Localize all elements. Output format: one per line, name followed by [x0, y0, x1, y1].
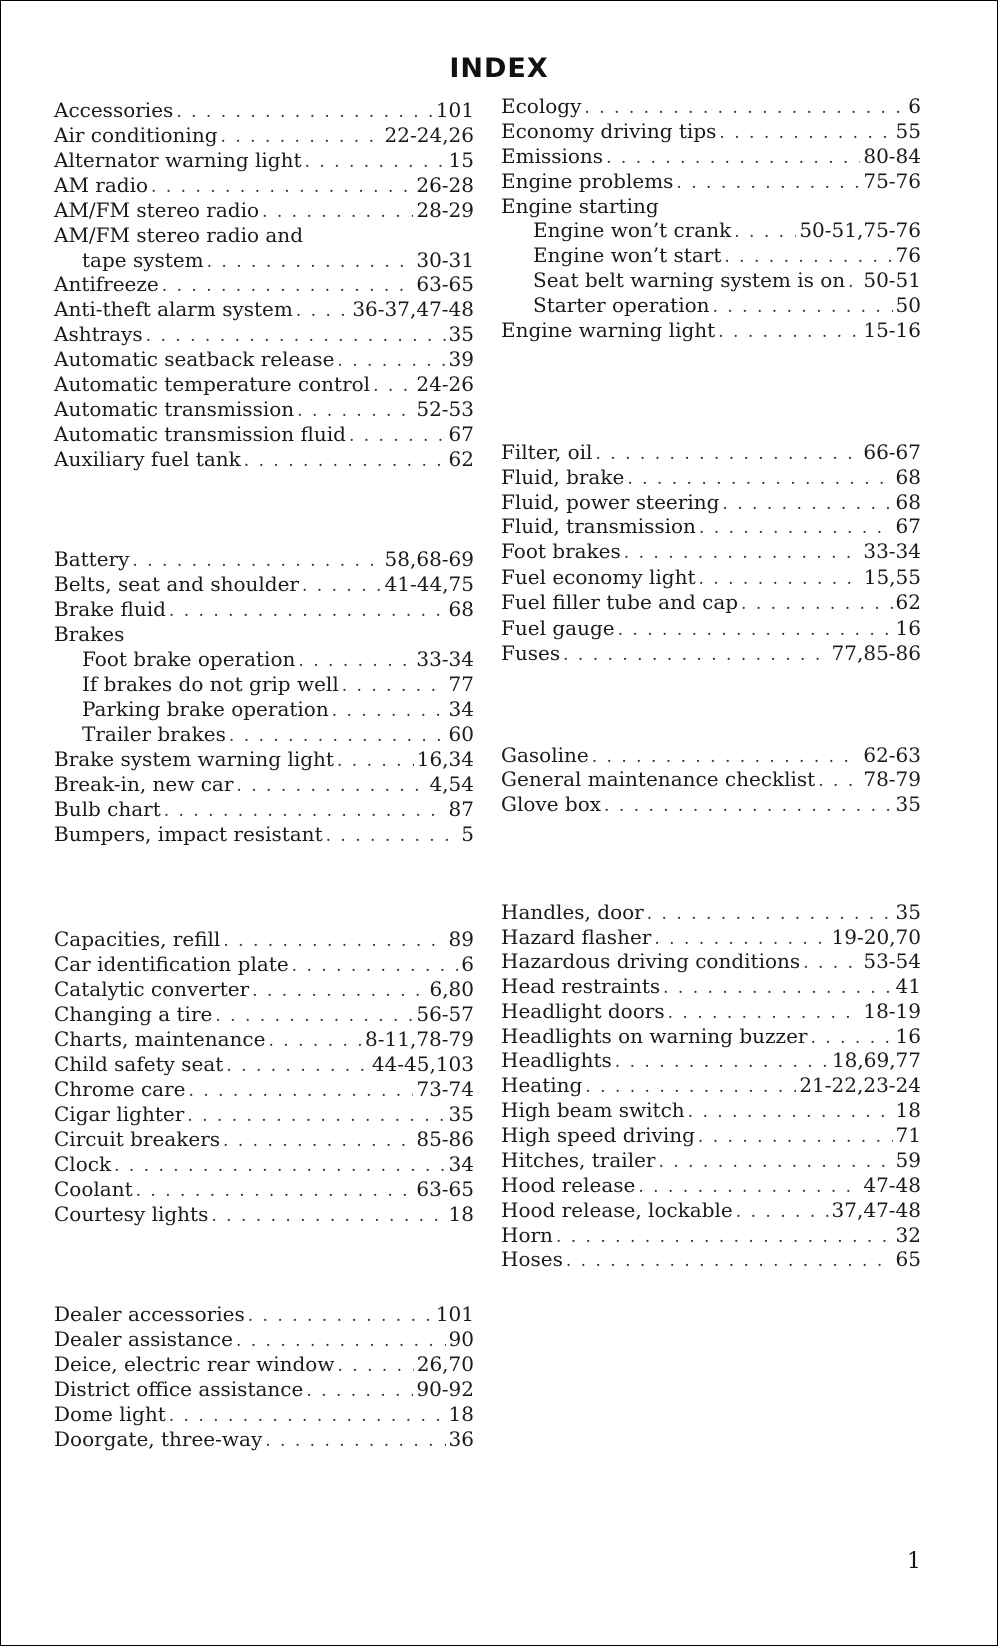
index-entry: [501, 791, 921, 817]
index-entry-label: High beam switch: [501, 1098, 685, 1122]
index-entry-label: Automatic transmission fluid: [54, 422, 346, 446]
dot-leader: [566, 1248, 893, 1274]
index-entry-pages: 55: [895, 119, 921, 143]
index-entry-label: AM radio: [54, 173, 149, 197]
index-entry-label: Filter, oil: [501, 440, 593, 464]
index-entry-pages: 75-76: [863, 169, 921, 193]
index-entry-pages: 39: [448, 347, 474, 371]
index-entry: [501, 538, 921, 564]
index-entry-pages: 34: [448, 1152, 474, 1176]
index-entry: [54, 796, 474, 822]
index-entry-label: AM/FM stereo radio: [54, 198, 260, 222]
index-entry: [501, 615, 921, 641]
index-entry: [54, 1426, 474, 1452]
index-entry: [501, 948, 921, 974]
index-entry: [501, 1072, 921, 1098]
index-entry: [54, 596, 474, 622]
index-entry-label: Auxiliary fuel tank: [54, 447, 241, 471]
index-entry: [54, 147, 474, 173]
dot-leader: [741, 591, 893, 617]
index-entry-label: Engine problems: [501, 169, 674, 193]
index-entry-label: Deice, electric rear window: [54, 1352, 335, 1376]
index-entry-pages: 26,70: [416, 1352, 474, 1376]
index-entry-label: Seat belt warning system is on: [533, 268, 846, 292]
index-entry: [54, 1376, 474, 1402]
index-entry-label: Starter operation: [533, 293, 710, 317]
index-entry-label: Ashtrays: [54, 322, 143, 346]
index-entry: [54, 1326, 474, 1352]
dot-leader: [563, 642, 828, 668]
index-entry: [54, 122, 474, 148]
index-entry-label: Engine won’t crank: [533, 218, 732, 242]
index-entry-label: Changing a tire: [54, 1002, 213, 1026]
index-entry-pages: 37,47-48: [831, 1198, 921, 1222]
index-entry-label: Fluid, transmission: [501, 514, 696, 538]
index-entry-pages: 16: [895, 1024, 921, 1048]
index-entry-label: Automatic transmission: [54, 397, 295, 421]
index-entry-pages: 35: [895, 900, 921, 924]
index-entry-label: Hazard flasher: [501, 925, 652, 949]
index-entry: [501, 1122, 921, 1148]
index-entry-label: Fuses: [501, 641, 561, 665]
index-entry-label: Bulb chart: [54, 797, 161, 821]
index-entry: [501, 640, 921, 666]
index-entry: [54, 197, 474, 223]
index-entry-pages: 50-51,75-76: [799, 218, 921, 242]
index-entry: [501, 998, 921, 1024]
index-entry-pages: 15,55: [863, 565, 921, 589]
index-entry: [54, 1401, 474, 1427]
index-entry: [54, 926, 474, 952]
index-entry: [54, 1026, 474, 1052]
index-entry-pages: 87: [448, 797, 474, 821]
index-entry: [54, 746, 474, 772]
index-entry-label: Hood release: [501, 1173, 636, 1197]
index-entry-label: Engine warning light: [501, 318, 716, 342]
index-entry-label: Head restraints: [501, 974, 661, 998]
index-entry-pages: 16: [895, 616, 921, 640]
index-entry-label: Horn: [501, 1223, 553, 1247]
index-entry: [501, 317, 921, 343]
index-entry: [54, 446, 474, 472]
index-entry-label: Engine won’t start: [533, 243, 722, 267]
index-entry-pages: 62: [448, 447, 474, 471]
index-entry-pages: 18: [448, 1402, 474, 1426]
index-entry-pages: 18: [448, 1202, 474, 1226]
index-entry-label: Fuel filler tube and cap: [501, 590, 739, 614]
index-entry: [54, 296, 474, 322]
index-entry-pages: 60: [448, 722, 474, 746]
index-entry-pages: 66-67: [863, 440, 921, 464]
index-entry-label: Parking brake operation: [82, 697, 329, 721]
index-entry: [54, 371, 474, 397]
index-entry-label: General maintenance checklist: [501, 767, 816, 791]
index-entry-pages: 63-65: [416, 272, 474, 296]
index-entry: [54, 546, 474, 572]
index-entry-label: Fluid, power steering: [501, 490, 720, 514]
index-entry: [501, 193, 921, 219]
index-entry: [501, 1147, 921, 1173]
index-entry-pages: 5: [461, 822, 474, 846]
index-entry-pages: 33-34: [416, 647, 474, 671]
index-entry-pages: 68: [448, 597, 474, 621]
index-entry: [501, 742, 921, 768]
index-entry-label: Alternator warning light: [54, 148, 302, 172]
index-entry-pages: 59: [895, 1148, 921, 1172]
index-entry: [54, 321, 474, 347]
index-entry-pages: 8-11,78-79: [365, 1027, 474, 1051]
index-entry: [54, 1076, 474, 1102]
index-entry: [54, 271, 474, 297]
index-entry: [501, 489, 921, 515]
index-entry: [54, 696, 474, 722]
index-entry-pages: 35: [895, 792, 921, 816]
index-entry-label: Brake system warning light: [54, 747, 334, 771]
index-entry: [54, 1201, 474, 1227]
dot-leader: [624, 540, 861, 566]
index-entry-label: Glove box: [501, 792, 602, 816]
index-entry-label: Dealer accessories: [54, 1302, 245, 1326]
index-entry-pages: 19-20,70: [831, 925, 921, 949]
index-entry-label: Brake fluid: [54, 597, 166, 621]
index-entry: [501, 93, 921, 119]
index-entry: [54, 247, 474, 273]
index-entry: [54, 396, 474, 422]
page-number: 1: [907, 1549, 921, 1574]
index-entry-pages: 63-65: [416, 1177, 474, 1201]
index-entry-pages: 90-92: [416, 1377, 474, 1401]
index-entry-label: Dome light: [54, 1402, 166, 1426]
index-entry: [54, 721, 474, 747]
index-entry: [501, 292, 921, 318]
index-entry-pages: 22-24,26: [384, 123, 474, 147]
index-entry: [54, 671, 474, 697]
index-entry: [54, 222, 474, 248]
dot-leader: [326, 823, 459, 849]
index-entry-label: Handles, door: [501, 900, 644, 924]
index-entry-label: Automatic temperature control: [54, 372, 371, 396]
index-entry-label: Air conditioning: [54, 123, 218, 147]
index-entry-pages: 62: [895, 590, 921, 614]
index-entry-pages: 30-31: [416, 248, 474, 272]
index-entry-pages: 4,54: [429, 772, 474, 796]
index-entry-label: Ecology: [501, 94, 582, 118]
index-entry-pages: 36-37,47-48: [352, 297, 474, 321]
index-entry-label: Hood release, lockable: [501, 1198, 733, 1222]
index-entry-pages: 35: [448, 322, 474, 346]
index-entry-pages: 16,34: [416, 747, 474, 771]
index-entry: [54, 646, 474, 672]
index-entry: [54, 976, 474, 1002]
index-entry: [501, 217, 921, 243]
index-entry-pages: 65: [895, 1247, 921, 1271]
index-entry-label: Headlight doors: [501, 999, 665, 1023]
index-entry: [54, 1151, 474, 1177]
index-entry-label: Capacities, refill: [54, 927, 221, 951]
index-entry-pages: 53-54: [863, 949, 921, 973]
index-entry-pages: 33-34: [863, 539, 921, 563]
index-entry: [54, 771, 474, 797]
index-entry-label: Fuel gauge: [501, 616, 615, 640]
index-entry-pages: 32: [895, 1223, 921, 1247]
index-entry: [501, 564, 921, 590]
dot-leader: [244, 448, 446, 474]
index-entry-pages: 36: [448, 1427, 474, 1451]
index-entry: [501, 1172, 921, 1198]
index-entry-pages: 77,85-86: [831, 641, 921, 665]
index-entry-label: Fluid, brake: [501, 465, 625, 489]
index-entry: [54, 1301, 474, 1327]
index-entry-pages: 44-45,103: [371, 1052, 474, 1076]
index-entry-label: Cigar lighter: [54, 1102, 185, 1126]
index-entry-label: If brakes do not grip well: [82, 672, 339, 696]
index-entry-pages: 50-51: [863, 268, 921, 292]
index-entry: [501, 439, 921, 465]
index-entry-pages: 85-86: [416, 1127, 474, 1151]
index-entry-label: Emissions: [501, 144, 604, 168]
index-entry: [54, 346, 474, 372]
index-entry-label: Coolant: [54, 1177, 133, 1201]
index-entry-pages: 67: [448, 422, 474, 446]
index-entry: [501, 1097, 921, 1123]
index-entry-pages: 58,68-69: [384, 547, 474, 571]
index-entry-label: Gasoline: [501, 743, 589, 767]
index-entry-pages: 71: [895, 1123, 921, 1147]
index-entry: [54, 1176, 474, 1202]
index-entry: [54, 951, 474, 977]
index-entry: [501, 766, 921, 792]
index-entry: [501, 589, 921, 615]
index-entry-label: District office assistance: [54, 1377, 304, 1401]
index-entry-label: Circuit breakers: [54, 1127, 221, 1151]
index-entry-pages: 73-74: [416, 1077, 474, 1101]
index-entry-pages: 56-57: [416, 1002, 474, 1026]
index-entry-pages: 52-53: [416, 397, 474, 421]
index-entry-pages: 62-63: [863, 743, 921, 767]
dot-leader: [718, 319, 860, 345]
index-entry-label: Belts, seat and shoulder: [54, 572, 299, 596]
index-entry-pages: 18,69,77: [831, 1048, 921, 1072]
index-entry-pages: 77: [448, 672, 474, 696]
index-entry-pages: 41-44,75: [384, 572, 474, 596]
index-entry: [501, 899, 921, 925]
index-entry-label: Hoses: [501, 1247, 563, 1271]
index-entry-label: Headlights on warning buzzer: [501, 1024, 808, 1048]
index-entry-label: Anti-theft alarm system: [54, 297, 293, 321]
index-entry: [54, 571, 474, 597]
index-entry-label: Battery: [54, 547, 130, 571]
index-entry-label: Engine starting: [501, 194, 659, 218]
index-entry-label: Dealer assistance: [54, 1327, 233, 1351]
index-entry-label: Headlights: [501, 1048, 612, 1072]
index-entry-label: Foot brake operation: [82, 647, 296, 671]
index-entry-label: Brakes: [54, 622, 125, 646]
index-entry-pages: 6,80: [429, 977, 474, 1001]
index-entry-pages: 26-28: [416, 173, 474, 197]
index-entry: [54, 172, 474, 198]
index-entry-pages: 101: [435, 1302, 474, 1326]
index-entry: [501, 1197, 921, 1223]
index-entry: [501, 118, 921, 144]
index-entry-label: Economy driving tips: [501, 119, 717, 143]
index-entry-pages: 34: [448, 697, 474, 721]
index-entry-pages: 24-26: [416, 372, 474, 396]
index-entry-label: Accessories: [54, 98, 174, 122]
index-entry: [54, 97, 474, 123]
index-entry-label: Hitches, trailer: [501, 1148, 656, 1172]
index-entry-pages: 89: [448, 927, 474, 951]
index-entry-label: AM/FM stereo radio and: [54, 223, 303, 247]
index-entry-label: Fuel economy light: [501, 565, 696, 589]
index-entry-pages: 18-19: [863, 999, 921, 1023]
index-entry: [54, 1126, 474, 1152]
index-entry: [54, 1101, 474, 1127]
index-entry-label: Chrome care: [54, 1077, 186, 1101]
index-entry: [501, 1047, 921, 1073]
index-entry: [501, 513, 921, 539]
index-entry-label: Car identification plate: [54, 952, 289, 976]
index-entry: [54, 821, 474, 847]
index-entry: [501, 1246, 921, 1272]
index-entry-pages: 68: [895, 465, 921, 489]
index-entry-label: Courtesy lights: [54, 1202, 209, 1226]
index-entry-label: Charts, maintenance: [54, 1027, 266, 1051]
index-entry-label: tape system: [82, 248, 204, 272]
index-entry: [501, 1023, 921, 1049]
dot-leader: [604, 793, 893, 819]
index-entry-pages: 15: [448, 148, 474, 172]
index-entry-pages: 6: [908, 94, 921, 118]
index-entry-pages: 50: [895, 293, 921, 317]
index-entry: [54, 621, 474, 647]
index-entry-pages: 101: [435, 98, 474, 122]
index-entry-label: Clock: [54, 1152, 112, 1176]
index-entry: [54, 1051, 474, 1077]
index-entry: [501, 973, 921, 999]
index-entry-pages: 67: [895, 514, 921, 538]
index-entry-label: Antifreeze: [54, 272, 159, 296]
index-entry-pages: 76: [895, 243, 921, 267]
index-entry: [54, 421, 474, 447]
index-entry-pages: 80-84: [863, 144, 921, 168]
index-entry-pages: 21-22,23-24: [799, 1073, 921, 1097]
index-entry-pages: 41: [895, 974, 921, 998]
index-entry-pages: 15-16: [863, 318, 921, 342]
index-entry-label: Foot brakes: [501, 539, 621, 563]
index-entry-pages: 78-79: [863, 767, 921, 791]
index-entry-label: Break-in, new car: [54, 772, 234, 796]
dot-leader: [211, 1203, 445, 1229]
index-entry-pages: 6: [461, 952, 474, 976]
index-entry-label: Child safety seat: [54, 1052, 224, 1076]
index-entry-label: Trailer brakes: [82, 722, 226, 746]
index-entry-label: Automatic seatback release: [54, 347, 335, 371]
index-entry: [501, 143, 921, 169]
index-entry-label: High speed driving: [501, 1123, 695, 1147]
index-entry-pages: 90: [448, 1327, 474, 1351]
index-entry-pages: 28-29: [416, 198, 474, 222]
index-entry: [501, 168, 921, 194]
dot-leader: [265, 1428, 445, 1454]
index-entry-pages: 68: [895, 490, 921, 514]
page-title: INDEX: [449, 53, 549, 84]
index-entry: [501, 924, 921, 950]
index-entry: [54, 1351, 474, 1377]
index-entry-label: Heating: [501, 1073, 583, 1097]
index-entry: [501, 1222, 921, 1248]
index-entry-label: Catalytic converter: [54, 977, 250, 1001]
index-entry-label: Hazardous driving conditions: [501, 949, 801, 973]
index-entry: [501, 242, 921, 268]
index-entry: [54, 1001, 474, 1027]
index-entry: [501, 267, 921, 293]
index-entry-pages: 47-48: [863, 1173, 921, 1197]
index-entry-pages: 35: [448, 1102, 474, 1126]
index-entry-pages: 18: [895, 1098, 921, 1122]
index-entry-label: Bumpers, impact resistant: [54, 822, 323, 846]
index-entry: [501, 464, 921, 490]
index-entry-label: Doorgate, three-way: [54, 1427, 263, 1451]
